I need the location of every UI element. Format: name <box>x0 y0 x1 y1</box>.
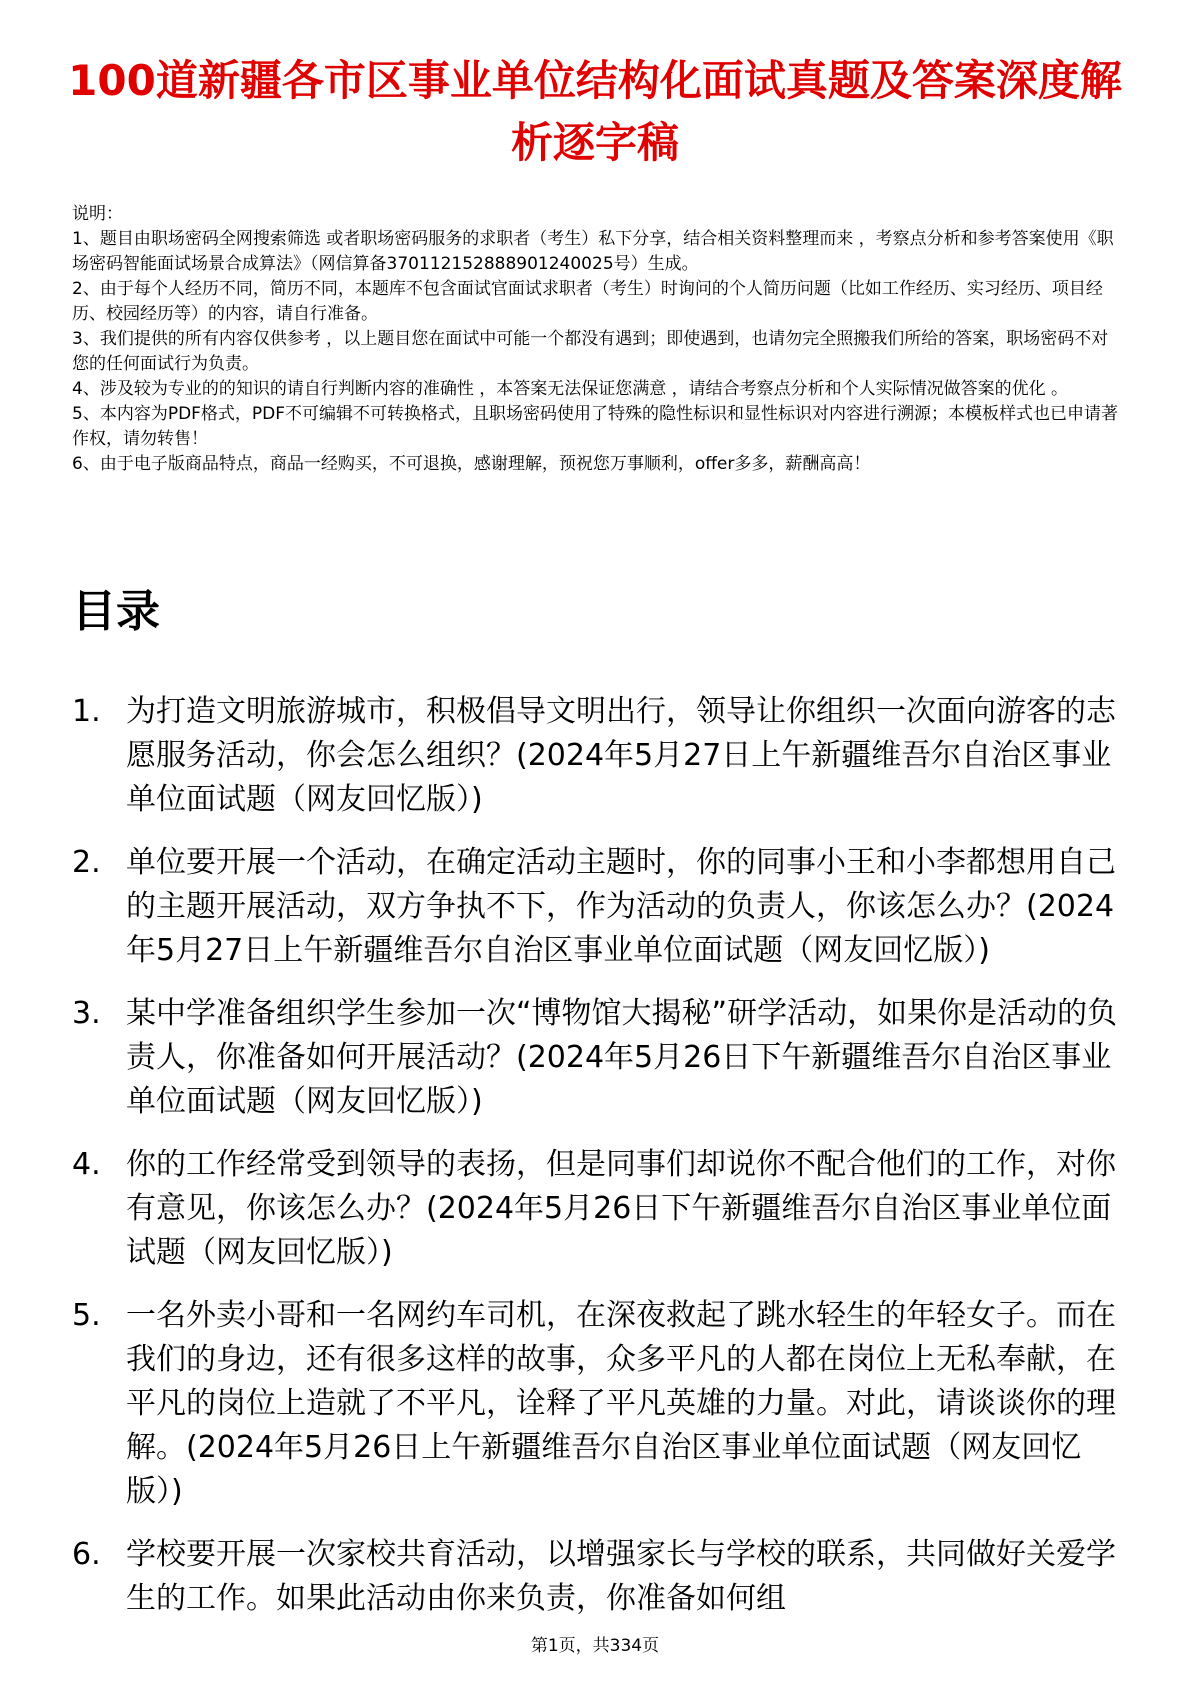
notes-section <box>72 202 1122 477</box>
toc-item-number: 2. <box>72 845 101 880</box>
toc-item-text: 一名外卖小哥和一名网约车司机，在深夜救起了跳水轻生的年轻女子。而在我们的身边，还有很多这样的故事，众多平凡的人都在岗位上无私奉献，在平凡的岗位上造就了不平凡，诠释了平凡英雄的力量。对此，请谈谈你的理解。(2024年5月26日上午新疆维吾尔自治区事业单位面试题（网友回忆版）) <box>126 1298 1116 1509</box>
toc-item[interactable] <box>72 992 1120 1124</box>
document-title: 100道新疆各市区事业单位结构化面试真题及答案深度解析逐字稿 <box>68 56 1122 167</box>
toc-item-number: 1. <box>72 694 101 729</box>
note-item: 4、涉及较为专业的的知识的请自行判断内容的准确性 ，本答案无法保证您满意 ，请结合考察点分析和个人实际情况做答案的优化 。 <box>72 379 1069 399</box>
note-item: 1、题目由职场密码全网搜索筛选 或者职场密码服务的求职者（考生）私下分享，结合相关资料整理而来 ，考察点分析和参考答案使用《职场密码智能面试场景合成算法》（网信算备370112152888901240025号）生成。 <box>72 229 1114 274</box>
toc-item[interactable] <box>72 1294 1120 1514</box>
toc-item-text: 学校要开展一次家校共育活动，以增强家长与学校的联系，共同做好关爱学生的工作。如果此活动由你来负责，你准备如何组 <box>126 1537 1116 1616</box>
toc-item-number: 3. <box>72 996 101 1031</box>
note-item: 5、本内容为PDF格式，PDF不可编辑不可转换格式，且职场密码使用了特殊的隐性标识和显性标识对内容进行溯源；本模板样式也已申请著作权，请勿转售！ <box>72 404 1119 449</box>
toc-item-number: 5. <box>72 1298 101 1333</box>
page-number-footer: 第1页，共334页 <box>530 1636 660 1656</box>
toc-item[interactable] <box>72 1533 1120 1621</box>
toc-item-text: 单位要开展一个活动，在确定活动主题时，你的同事小王和小李都想用自己的主题开展活动，双方争执不下，作为活动的负责人，你该怎么办？(2024年5月27日上午新疆维吾尔自治区事业单位面试题（网友回忆版）) <box>126 845 1116 968</box>
toc-item[interactable] <box>72 1143 1120 1275</box>
note-item: 6、由于电子版商品特点，商品一经购买，不可退换，感谢理解，预祝您万事顺利，offer多多，薪酬高高！ <box>72 454 871 474</box>
toc-list <box>72 690 1120 1640</box>
toc-item-text: 某中学准备组织学生参加一次“博物馆大揭秘”研学活动，如果你是活动的负责人，你准备如何开展活动？(2024年5月26日下午新疆维吾尔自治区事业单位面试题（网友回忆版）) <box>126 996 1118 1119</box>
toc-item[interactable] <box>72 841 1120 973</box>
toc-item[interactable] <box>72 690 1120 822</box>
toc-item-text: 为打造文明旅游城市，积极倡导文明出行，领导让你组织一次面向游客的志愿服务活动，你会怎么组织？(2024年5月27日上午新疆维吾尔自治区事业单位面试题（网友回忆版）) <box>126 694 1116 817</box>
note-item: 2、由于每个人经历不同，简历不同，本题库不包含面试官面试求职者（考生）时询问的个人简历问题（比如工作经历、实习经历、项目经历、校园经历等）的内容，请自行准备。 <box>72 279 1103 324</box>
toc-heading: 目录 <box>72 586 160 637</box>
toc-item-text: 你的工作经常受到领导的表扬，但是同事们却说你不配合他们的工作，对你有意见，你该怎么办？(2024年5月26日下午新疆维吾尔自治区事业单位面试题（网友回忆版）) <box>126 1147 1116 1270</box>
toc-item-number: 4. <box>72 1147 101 1182</box>
notes-heading: 说明： <box>72 204 123 224</box>
toc-item-number: 6. <box>72 1537 101 1572</box>
note-item: 3、我们提供的所有内容仅供参考 ，以上题目您在面试中可能一个都没有遇到；即使遇到，也请勿完全照搬我们所给的答案，职场密码不对您的任何面试行为负责。 <box>72 329 1109 374</box>
